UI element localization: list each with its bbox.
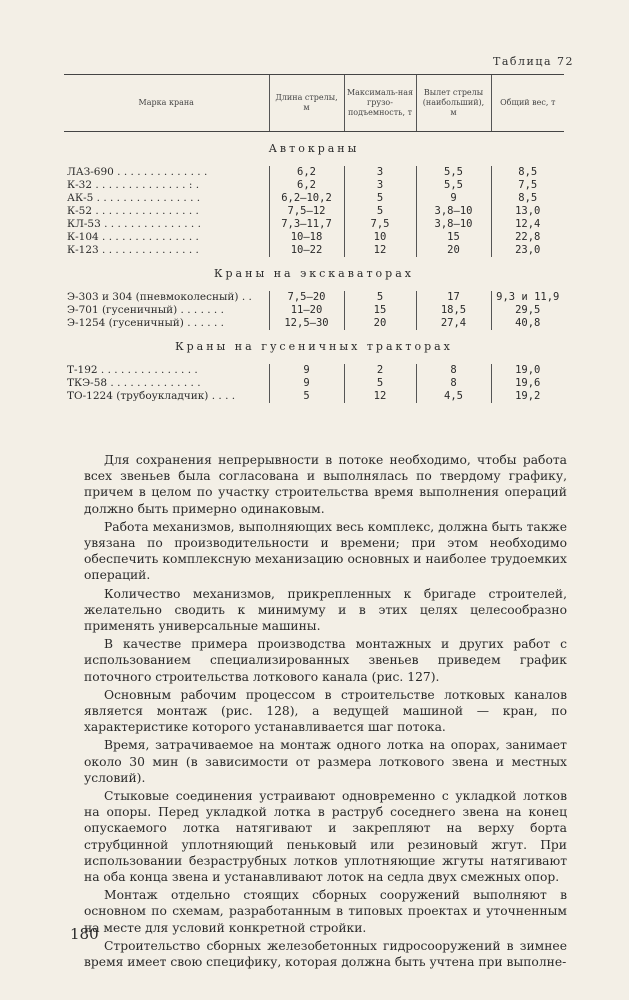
table-row — [64, 364, 564, 377]
crane-name-cell: Э-1254 (гусеничный) . . . . . . — [67, 317, 224, 329]
crane-name-cell: ТО-1224 (трубоукладчик) . . . . — [67, 390, 236, 402]
header-total-weight: Общий вес, т — [491, 75, 564, 132]
header-boom-reach: Вылет стрелы (наибольший), м — [416, 75, 491, 132]
crane-name-cell: Э-701 (гусеничный) . . . . . . . — [67, 304, 224, 316]
value-cell: 5,5 — [416, 166, 491, 179]
value-cell: 10—22 — [269, 244, 344, 257]
paragraph: Количество механизмов, прикрепленных к бригаде строителей, желательно сводить к минимуму и в этих целях целесообразно применять универсальные машины. — [84, 586, 567, 634]
value-cell: 7,5—12 — [269, 205, 344, 218]
table-row — [64, 231, 564, 244]
value-cell: 5 — [344, 205, 416, 218]
table-row — [64, 377, 564, 390]
value-cell: 8,5 — [491, 166, 564, 179]
table-row — [64, 390, 564, 403]
value-cell: 9 — [269, 377, 344, 390]
value-cell: 18,5 — [416, 304, 491, 317]
header-boom-length: Длина стрелы, м — [269, 75, 344, 132]
value-cell: 19,0 — [491, 364, 564, 377]
paragraph: В качестве примера производства монтажных и других работ с использованием специализированных звеньев приведем график поточного строительства лоткового канала (рис. 127). — [84, 637, 567, 684]
paragraph: Монтаж отдельно стоящих сборных сооружений выполняют в основном по схемам, разработанным в типовых проектах и уточненным на месте для условий конкретной стройки. — [84, 888, 567, 935]
value-cell: 3,8—10 — [416, 205, 491, 218]
value-cell: 10 — [344, 231, 416, 244]
value-cell: 20 — [416, 244, 491, 257]
crane-table — [64, 74, 564, 403]
crane-name-cell: Э-303 и 304 (пневмоколесный) . . — [67, 291, 252, 303]
table-row — [64, 317, 564, 330]
paragraph: Строительство сборных железобетонных гидросооружений в зимнее время имеет свою специфику, которая должна быть учтена при выполне- — [84, 938, 567, 970]
table-caption: Таблица 72 — [493, 55, 574, 68]
value-cell: 27,4 — [416, 317, 491, 330]
paragraph: Время, затрачиваемое на монтаж одного лотка на опорах, занимает около 30 мин (в зависимости от размера лоткового звена и местных условий). — [84, 738, 567, 785]
value-cell: 5,5 — [416, 179, 491, 192]
value-cell: 3,8—10 — [416, 218, 491, 231]
crane-name-cell: КЛ-53 . . . . . . . . . . . . . . . — [67, 218, 201, 230]
crane-name-cell: ЛАЗ-690 . . . . . . . . . . . . . . — [67, 166, 208, 178]
value-cell: 23,0 — [491, 244, 564, 257]
value-cell: 20 — [344, 317, 416, 330]
value-cell: 29,5 — [491, 304, 564, 317]
header-crane-model: Марка крана — [64, 75, 269, 132]
crane-name-cell: К-104 . . . . . . . . . . . . . . . — [67, 231, 199, 243]
crane-name-cell: АК-5 . . . . . . . . . . . . . . . . — [67, 192, 201, 204]
value-cell: 5 — [344, 377, 416, 390]
table-row — [64, 205, 564, 218]
value-cell: 7,3—11,7 — [269, 218, 344, 231]
value-cell: 9 — [416, 192, 491, 205]
header-max-capacity: Максималь-ная грузо-подъемность, т — [344, 75, 416, 132]
body-text — [84, 452, 567, 972]
value-cell: 7,5 — [491, 179, 564, 192]
group-row — [64, 132, 564, 167]
value-cell: 22,8 — [491, 231, 564, 244]
value-cell: 9 — [269, 364, 344, 377]
value-cell: 2 — [344, 364, 416, 377]
value-cell: 19,6 — [491, 377, 564, 390]
value-cell: 8 — [416, 364, 491, 377]
value-cell: 3 — [344, 179, 416, 192]
table-body — [64, 132, 564, 404]
value-cell: 5 — [344, 291, 416, 304]
paragraph: Стыковые соединения устраивают одновременно с укладкой лотков на опоры. Перед укладкой лотка в раструб соседнего звена на конец опускаемого лотка натягивают и закрепляют на верху борта струбцинной уплотняющий пеньковый или резиновый жгут. При использовании безраструбных лотков уплотняющие жгуты натягивают на оба конца звена и устанавливают лоток на седла двух смежных опор. — [84, 789, 567, 885]
value-cell: 4,5 — [416, 390, 491, 403]
value-cell: 15 — [416, 231, 491, 244]
value-cell: 6,2 — [269, 166, 344, 179]
paragraph: Работа механизмов, выполняющих весь комплекс, должна быть также увязана по производительности и времени; при этом необходимо обеспечить комплексную механизацию основных и наиболее трудоемких операций. — [84, 519, 567, 583]
value-cell: 9,3 и 11,9 — [491, 291, 564, 304]
value-cell: 6,2 — [269, 179, 344, 192]
group-title: Краны на экскаваторах — [214, 267, 414, 280]
crane-name-cell: Т-192 . . . . . . . . . . . . . . . — [67, 364, 198, 376]
value-cell: 12 — [344, 390, 416, 403]
value-cell: 5 — [344, 192, 416, 205]
crane-name-cell: К-123 . . . . . . . . . . . . . . . — [67, 244, 199, 256]
value-cell: 17 — [416, 291, 491, 304]
table-row — [64, 291, 564, 304]
value-cell: 8 — [416, 377, 491, 390]
value-cell: 19,2 — [491, 390, 564, 403]
value-cell: 7,5—20 — [269, 291, 344, 304]
value-cell: 11—20 — [269, 304, 344, 317]
page-number: 180 — [70, 925, 99, 943]
table-row — [64, 244, 564, 257]
value-cell: 12,4 — [491, 218, 564, 231]
value-cell: 12,5—30 — [269, 317, 344, 330]
paragraph: Основным рабочим процессом в строительстве лотковых каналов является монтаж (рис. 128), а ведущей машиной — кран, по характеристике которого устанавливается шаг потока. — [84, 687, 567, 735]
value-cell: 6,2—10,2 — [269, 192, 344, 205]
value-cell: 3 — [344, 166, 416, 179]
table-row — [64, 192, 564, 205]
paragraph: Для сохранения непрерывности в потоке необходимо, чтобы работа всех звеньев была согласована и выполнялась по твердому графику, причем в целом по участку строительства время выполнения операций должно быть примерно одинаковым. — [84, 453, 567, 516]
value-cell: 40,8 — [491, 317, 564, 330]
value-cell: 13,0 — [491, 205, 564, 218]
crane-name-cell: ТКЭ-58 . . . . . . . . . . . . . . — [67, 377, 201, 389]
value-cell: 8,5 — [491, 192, 564, 205]
group-title: Автокраны — [268, 142, 360, 155]
group-row — [64, 257, 564, 291]
value-cell: 12 — [344, 244, 416, 257]
group-row — [64, 330, 564, 364]
value-cell: 15 — [344, 304, 416, 317]
table-row — [64, 218, 564, 231]
value-cell: 10—18 — [269, 231, 344, 244]
table-row — [64, 166, 564, 179]
crane-name-cell: К-32 . . . . . . . . . . . . . . : . — [67, 179, 200, 191]
table-row — [64, 179, 564, 192]
value-cell: 5 — [269, 390, 344, 403]
table-row — [64, 304, 564, 317]
value-cell: 7,5 — [344, 218, 416, 231]
crane-name-cell: К-52 . . . . . . . . . . . . . . . . — [67, 205, 199, 217]
group-title: Краны на гусеничных тракторах — [175, 340, 453, 353]
